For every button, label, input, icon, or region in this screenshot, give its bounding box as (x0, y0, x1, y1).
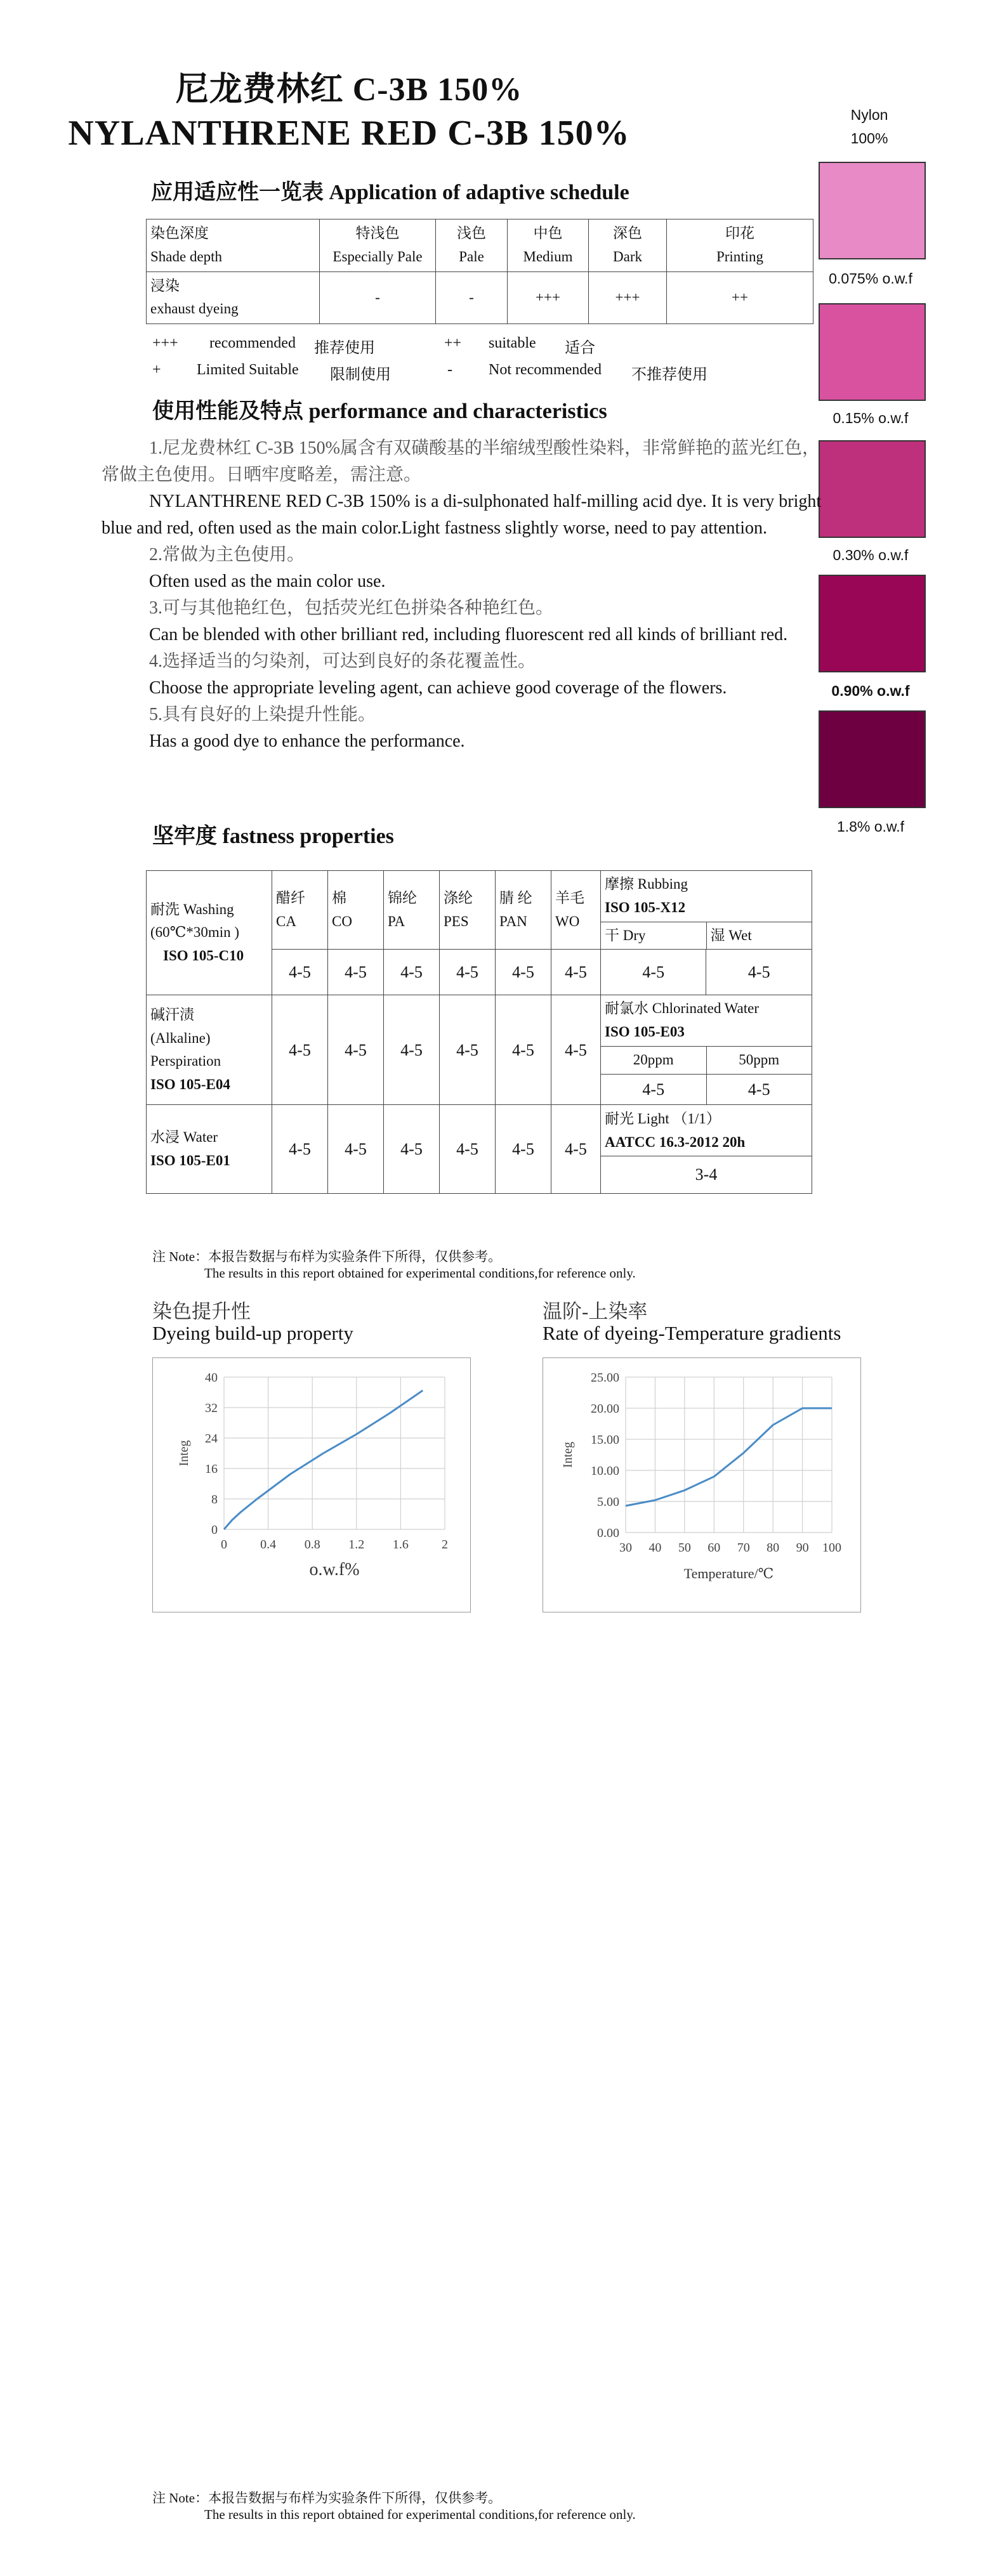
washing-label-cell: 耐洗 Washing (60℃*30min ) ISO 105-C10 (147, 871, 272, 995)
y-axis-label: Integ (177, 1440, 191, 1467)
series-line (224, 1390, 423, 1529)
y-tick-label: 32 (205, 1401, 218, 1415)
header-especially-pale: 特浅色 Especially Pale (320, 219, 436, 272)
fiber-pa: 锦纶 PA (384, 871, 440, 950)
point-5-en: Has a good dye to enhance the performance. (149, 731, 465, 751)
point-3-en: Can be blended with other brilliant red, including fluorescent red all kinds of brilliant red. (149, 625, 788, 644)
x-tick-label: 1.6 (392, 1538, 409, 1552)
fiber-pan: 腈 纶 PAN (496, 871, 551, 950)
x-axis-label: Temperature/℃ (683, 1566, 774, 1581)
footer-note-en: The results in this report obtained for experimental conditions,for reference only. (204, 2507, 636, 2522)
rubbing-dry-value: 4-5 (601, 950, 706, 995)
nylon-percent: 100% (850, 130, 888, 147)
x-axis-label: o.w.f% (309, 1560, 360, 1579)
x-tick-label: 70 (737, 1541, 750, 1555)
note-cn: 注 Note：本报告数据与布样为实验条件下所得，仅供参考。 (152, 1249, 502, 1264)
x-tick-label: 2 (442, 1538, 448, 1552)
fiber-wo: 羊毛 WO (551, 871, 601, 950)
y-tick-label: 24 (205, 1432, 218, 1446)
x-tick-label: 1.2 (348, 1538, 365, 1552)
swatch-2 (819, 303, 926, 401)
persp-pan: 4-5 (496, 995, 551, 1105)
water-co: 4-5 (328, 1105, 384, 1194)
temperature-chart (543, 1357, 861, 1612)
header-shade-depth: 染色深度 Shade depth (147, 219, 320, 272)
swatch-4 (819, 575, 926, 672)
x-tick-label: 0 (221, 1538, 227, 1552)
chart1-title: 染色提升性 (152, 1300, 251, 1323)
fiber-ca: 醋纤 CA (272, 871, 328, 950)
swatch-5-label: 1.8% o.w.f (836, 818, 905, 835)
x-tick-label: 50 (678, 1541, 691, 1555)
point-2-cn: 2.常做为主色使用。 (149, 545, 305, 565)
persp-pa: 4-5 (384, 995, 440, 1105)
x-tick-label: 100 (822, 1541, 841, 1555)
water-wo: 4-5 (551, 1105, 601, 1194)
chart2-subtitle: Rate of dyeing-Temperature gradients (543, 1322, 841, 1344)
fiber-pes: 涤纶 PES (440, 871, 496, 950)
x-tick-label: 40 (648, 1541, 662, 1555)
legend-row-2: + Limited Suitable 限制使用 - Not recommended 不推荐使用 (152, 362, 708, 383)
header-printing: 印花 Printing (667, 219, 813, 272)
fastness-table (146, 870, 812, 1194)
adaptive-heading: 应用适应性一览表 Application of adaptive schedule (151, 181, 629, 204)
swatch-2-label: 0.15% o.w.f (833, 410, 909, 426)
rubbing-wet-value: 4-5 (706, 950, 812, 995)
perspiration-label-cell: 碱汗渍 (Alkaline) Perspiration ISO 105-E04 (147, 995, 272, 1105)
water-pa: 4-5 (384, 1105, 440, 1194)
y-tick-label: 16 (205, 1462, 218, 1476)
persp-ca: 4-5 (272, 995, 328, 1105)
water-pan: 4-5 (496, 1105, 551, 1194)
x-tick-label: 30 (619, 1541, 632, 1555)
point-4-cn: 4.选择适当的匀染剂，可达到良好的条花覆盖性。 (149, 651, 536, 671)
title-cn: 尼龙费林红 C-3B 150% (175, 72, 523, 108)
point-1-en: NYLANTHRENE RED C-3B 150% is a di-sulphonated half-milling acid dye. It is very bright blue and red, often used as the main color.Light fastness slightly worse, need to pay attention. (102, 492, 822, 538)
y-tick-label: 0 (211, 1523, 218, 1537)
cell-medium: +++ (508, 271, 589, 324)
persp-pes: 4-5 (440, 995, 496, 1105)
x-tick-label: 0.8 (304, 1538, 320, 1552)
footer-note-cn: 注 Note：本报告数据与布样为实验条件下所得，仅供参考。 (152, 2490, 502, 2506)
x-tick-label: 60 (708, 1541, 721, 1555)
washing-pes: 4-5 (440, 950, 496, 995)
point-3-cn: 3.可与其他艳红色，包括荧光红色拼染各种艳红色。 (149, 598, 554, 618)
washing-pan: 4-5 (496, 950, 551, 995)
y-tick-label: 5.00 (597, 1495, 619, 1509)
swatch-3-label: 0.30% o.w.f (833, 547, 909, 563)
fastness-heading: 坚牢度 fastness properties (152, 825, 394, 848)
header-pale: 浅色 Pale (436, 219, 508, 272)
chlorinated-cell: 耐氯水 Chlorinated Water ISO 105-E03 20ppm 50ppm 4-5 4-5 (601, 995, 812, 1105)
washing-pa: 4-5 (384, 950, 440, 995)
header-medium: 中色 Medium (508, 219, 589, 272)
y-tick-label: 25.00 (591, 1371, 619, 1385)
x-tick-label: 80 (767, 1541, 780, 1555)
point-5-cn: 5.具有良好的上染提升性能。 (149, 705, 376, 724)
light-cell: 耐光 Light （1/1） AATCC 16.3-2012 20h 3-4 (601, 1105, 812, 1194)
y-tick-label: 20.00 (591, 1402, 619, 1416)
washing-co: 4-5 (328, 950, 384, 995)
swatch-1-label: 0.075% o.w.f (829, 270, 912, 287)
legend-row-1: +++ recommended 推荐使用 ++ suitable 适合 (152, 335, 595, 356)
y-tick-label: 0.00 (597, 1526, 619, 1540)
header-dark: 深色 Dark (589, 219, 667, 272)
cell-dark: +++ (589, 271, 667, 324)
washing-ca: 4-5 (272, 950, 328, 995)
water-ca: 4-5 (272, 1105, 328, 1194)
chart1-subtitle: Dyeing build-up property (152, 1322, 353, 1344)
x-tick-label: 0.4 (260, 1538, 277, 1552)
swatch-1 (819, 162, 926, 259)
cell-pale: - (436, 271, 508, 324)
adaptive-table (146, 219, 813, 324)
note-en: The results in this report obtained for experimental conditions,for reference only. (204, 1265, 636, 1281)
chart2-title: 温阶-上染率 (543, 1300, 648, 1323)
performance-heading: 使用性能及特点 performance and characteristics (152, 400, 607, 423)
persp-co: 4-5 (328, 995, 384, 1105)
buildup-chart (152, 1357, 471, 1612)
y-tick-label: 8 (211, 1493, 218, 1507)
rubbing-cell: 摩擦 Rubbing ISO 105-X12 干 Dry 湿 Wet (601, 871, 812, 950)
y-tick-label: 40 (205, 1371, 218, 1385)
point-4-en: Choose the appropriate leveling agent, can achieve good coverage of the flowers. (149, 678, 727, 698)
cell-especially-pale: - (320, 271, 436, 324)
title-en: NYLANTHRENE RED C-3B 150% (68, 114, 630, 153)
point-1-cn: 1.尼龙费林红 C-3B 150%属含有双磺酸基的半缩绒型酸性染料，非常鲜艳的蓝光红色，常做主色使用。日晒牢度略差，需注意。 (102, 438, 820, 485)
y-axis-label: Integ (561, 1441, 575, 1468)
performance-text (102, 435, 831, 755)
swatch-3 (819, 440, 926, 538)
nylon-label: Nylon (850, 107, 888, 123)
row-label-exhaust: 浸染 exhaust dyeing (147, 271, 320, 324)
series-line (626, 1408, 832, 1506)
adaptive-header-row (147, 219, 813, 272)
water-pes: 4-5 (440, 1105, 496, 1194)
swatch-5 (819, 710, 926, 808)
adaptive-row-exhaust (147, 271, 813, 324)
washing-wo: 4-5 (551, 950, 601, 995)
point-2-en: Often used as the main color use. (149, 572, 386, 591)
fiber-co: 棉 CO (328, 871, 384, 950)
x-tick-label: 90 (796, 1541, 809, 1555)
water-label-cell: 水浸 Water ISO 105-E01 (147, 1105, 272, 1194)
y-tick-label: 10.00 (591, 1464, 619, 1478)
y-tick-label: 15.00 (591, 1433, 619, 1447)
swatch-4-label: 0.90% o.w.f (831, 683, 910, 699)
persp-wo: 4-5 (551, 995, 601, 1105)
cell-printing: ++ (667, 271, 813, 324)
